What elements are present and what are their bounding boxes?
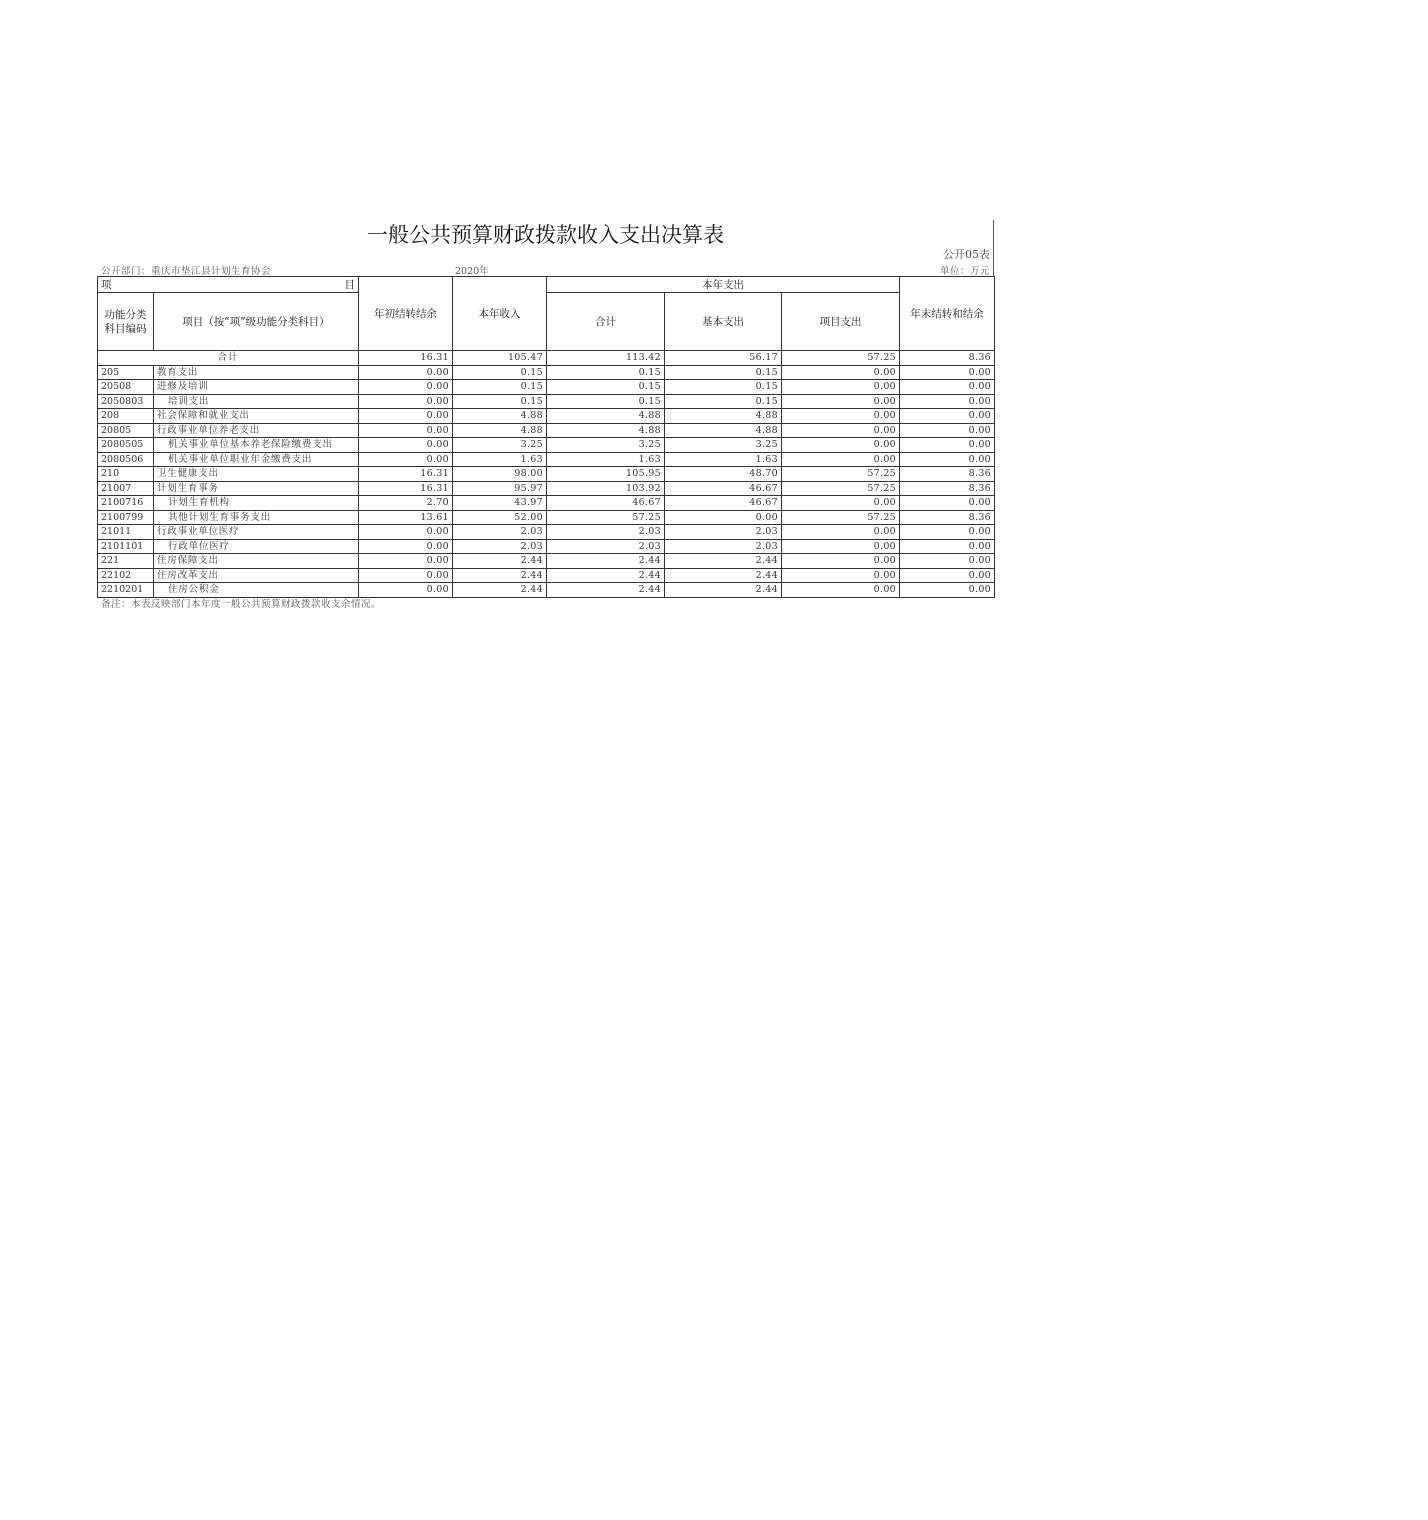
row-income: 2.44 [453, 583, 547, 598]
row-begin-balance: 13.61 [359, 510, 453, 525]
row-basic: 46.67 [665, 496, 782, 511]
row-end-balance: 0.00 [900, 525, 995, 540]
row-project: 0.00 [782, 409, 900, 424]
row-basic: 4.88 [665, 423, 782, 438]
row-expense-total: 57.25 [547, 510, 665, 525]
row-code: 21011 [98, 525, 154, 540]
header-project: 项目支出 [782, 293, 900, 351]
table-row [98, 554, 995, 569]
table-row [98, 496, 995, 511]
data-rows [98, 365, 995, 597]
row-expense-total: 103.92 [547, 481, 665, 496]
table-row [98, 539, 995, 554]
table-row [98, 380, 995, 395]
header-mu: 目 [344, 279, 355, 291]
row-project: 0.00 [782, 423, 900, 438]
year-label: 2020年 [455, 266, 489, 277]
row-end-balance: 0.00 [900, 554, 995, 569]
header-item-group [98, 277, 359, 293]
table-row [98, 525, 995, 540]
row-project: 57.25 [782, 481, 900, 496]
row-name: 计划生育机构 [154, 496, 359, 511]
row-code: 2080505 [98, 438, 154, 453]
row-begin-balance: 0.00 [359, 380, 453, 395]
row-end-balance: 0.00 [900, 438, 995, 453]
row-begin-balance: 0.00 [359, 452, 453, 467]
header-expense-total: 合计 [547, 293, 665, 351]
row-name: 卫生健康支出 [154, 467, 359, 482]
total-label: 合计 [98, 351, 359, 366]
row-income: 95.97 [453, 481, 547, 496]
row-begin-balance: 0.00 [359, 525, 453, 540]
row-begin-balance: 0.00 [359, 394, 453, 409]
row-project: 0.00 [782, 365, 900, 380]
row-end-balance: 0.00 [900, 539, 995, 554]
row-name: 机关事业单位职业年金缴费支出 [154, 452, 359, 467]
row-basic: 2.44 [665, 554, 782, 569]
row-project: 0.00 [782, 554, 900, 569]
row-code: 210 [98, 467, 154, 482]
row-basic: 0.15 [665, 380, 782, 395]
row-project: 0.00 [782, 525, 900, 540]
row-name: 机关事业单位基本养老保险缴费支出 [154, 438, 359, 453]
table-row [98, 467, 995, 482]
row-expense-total: 0.15 [547, 380, 665, 395]
row-code: 221 [98, 554, 154, 569]
total-end-balance: 8.36 [900, 351, 995, 366]
row-name: 培训支出 [154, 394, 359, 409]
header-expense-group: 本年支出 [547, 277, 900, 293]
row-begin-balance: 0.00 [359, 568, 453, 583]
table-row [98, 438, 995, 453]
header-xiang: 项 [101, 279, 112, 291]
row-basic: 2.44 [665, 568, 782, 583]
row-project: 57.25 [782, 510, 900, 525]
row-income: 52.00 [453, 510, 547, 525]
row-project: 0.00 [782, 438, 900, 453]
table-row [98, 452, 995, 467]
header-begin-balance: 年初结转结余 [359, 277, 453, 351]
row-begin-balance: 0.00 [359, 554, 453, 569]
total-basic: 56.17 [665, 351, 782, 366]
row-basic: 46.67 [665, 481, 782, 496]
header-basic: 基本支出 [665, 293, 782, 351]
row-expense-total: 46.67 [547, 496, 665, 511]
row-basic: 3.25 [665, 438, 782, 453]
row-income: 4.88 [453, 409, 547, 424]
row-income: 3.25 [453, 438, 547, 453]
row-begin-balance: 0.00 [359, 409, 453, 424]
table-row [98, 481, 995, 496]
row-code: 2050803 [98, 394, 154, 409]
row-name: 社会保障和就业支出 [154, 409, 359, 424]
row-begin-balance: 0.00 [359, 539, 453, 554]
row-expense-total: 2.03 [547, 525, 665, 540]
row-expense-total: 3.25 [547, 438, 665, 453]
row-expense-total: 1.63 [547, 452, 665, 467]
budget-table [97, 276, 995, 598]
row-end-balance: 8.36 [900, 467, 995, 482]
row-begin-balance: 0.00 [359, 423, 453, 438]
row-basic: 0.00 [665, 510, 782, 525]
header-item-name: 项目（按“项”级功能分类科目） [154, 293, 359, 351]
row-code: 22102 [98, 568, 154, 583]
row-basic: 2.44 [665, 583, 782, 598]
header-end-balance: 年末结转和结余 [900, 277, 995, 351]
row-code: 205 [98, 365, 154, 380]
department-label: 公开部门：重庆市垫江县计划生育协会 [101, 266, 272, 277]
row-income: 2.03 [453, 525, 547, 540]
table-row [98, 394, 995, 409]
row-end-balance: 0.00 [900, 409, 995, 424]
row-expense-total: 2.03 [547, 539, 665, 554]
table-row [98, 409, 995, 424]
row-code: 208 [98, 409, 154, 424]
row-expense-total: 0.15 [547, 365, 665, 380]
row-name: 计划生育事务 [154, 481, 359, 496]
row-name: 住房改革支出 [154, 568, 359, 583]
table-row [98, 583, 995, 598]
row-income: 2.44 [453, 568, 547, 583]
row-basic: 0.15 [665, 394, 782, 409]
row-basic: 1.63 [665, 452, 782, 467]
row-income: 4.88 [453, 423, 547, 438]
row-end-balance: 8.36 [900, 510, 995, 525]
table-row [98, 568, 995, 583]
row-begin-balance: 16.31 [359, 467, 453, 482]
row-end-balance: 0.00 [900, 496, 995, 511]
row-income: 1.63 [453, 452, 547, 467]
total-project: 57.25 [782, 351, 900, 366]
row-expense-total: 2.44 [547, 554, 665, 569]
row-name: 住房公积金 [154, 583, 359, 598]
row-name: 住房保障支出 [154, 554, 359, 569]
row-begin-balance: 0.00 [359, 365, 453, 380]
table-row [98, 510, 995, 525]
row-end-balance: 0.00 [900, 583, 995, 598]
row-expense-total: 2.44 [547, 583, 665, 598]
row-basic: 2.03 [665, 539, 782, 554]
table-row [98, 423, 995, 438]
row-code: 2101101 [98, 539, 154, 554]
row-name: 进修及培训 [154, 380, 359, 395]
row-begin-balance: 2.70 [359, 496, 453, 511]
row-end-balance: 8.36 [900, 481, 995, 496]
row-code: 21007 [98, 481, 154, 496]
row-end-balance: 0.00 [900, 394, 995, 409]
row-name: 行政单位医疗 [154, 539, 359, 554]
row-code: 2210201 [98, 583, 154, 598]
row-income: 0.15 [453, 394, 547, 409]
row-begin-balance: 0.00 [359, 438, 453, 453]
row-project: 0.00 [782, 394, 900, 409]
form-code: 公开05表 [943, 248, 990, 261]
row-code: 2080506 [98, 452, 154, 467]
row-income: 2.03 [453, 539, 547, 554]
table-row [98, 365, 995, 380]
row-end-balance: 0.00 [900, 452, 995, 467]
row-name: 行政事业单位养老支出 [154, 423, 359, 438]
footnote: 备注：本表反映部门本年度一般公共预算财政拨款收支余情况。 [101, 599, 382, 610]
row-code: 2100799 [98, 510, 154, 525]
row-end-balance: 0.00 [900, 568, 995, 583]
row-income: 98.00 [453, 467, 547, 482]
row-income: 2.44 [453, 554, 547, 569]
row-project: 0.00 [782, 496, 900, 511]
row-project: 57.25 [782, 467, 900, 482]
header-income: 本年收入 [453, 277, 547, 351]
row-name: 其他计划生育事务支出 [154, 510, 359, 525]
row-end-balance: 0.00 [900, 380, 995, 395]
row-basic: 0.15 [665, 365, 782, 380]
row-code: 2100716 [98, 496, 154, 511]
row-begin-balance: 16.31 [359, 481, 453, 496]
row-income: 43.97 [453, 496, 547, 511]
total-income: 105.47 [453, 351, 547, 366]
row-project: 0.00 [782, 583, 900, 598]
row-expense-total: 105.95 [547, 467, 665, 482]
row-expense-total: 4.88 [547, 423, 665, 438]
total-expense: 113.42 [547, 351, 665, 366]
report-title: 一般公共预算财政拨款收入支出决算表 [367, 223, 724, 247]
row-name: 行政事业单位医疗 [154, 525, 359, 540]
row-basic: 2.03 [665, 525, 782, 540]
row-code: 20508 [98, 380, 154, 395]
row-expense-total: 4.88 [547, 409, 665, 424]
row-end-balance: 0.00 [900, 423, 995, 438]
row-basic: 4.88 [665, 409, 782, 424]
row-project: 0.00 [782, 568, 900, 583]
row-code: 20805 [98, 423, 154, 438]
row-project: 0.00 [782, 380, 900, 395]
row-income: 0.15 [453, 380, 547, 395]
row-expense-total: 0.15 [547, 394, 665, 409]
row-begin-balance: 0.00 [359, 583, 453, 598]
unit-label: 单位：万元 [939, 266, 990, 277]
row-expense-total: 2.44 [547, 568, 665, 583]
row-project: 0.00 [782, 452, 900, 467]
total-begin-balance: 16.31 [359, 351, 453, 366]
row-end-balance: 0.00 [900, 365, 995, 380]
row-name: 教育支出 [154, 365, 359, 380]
row-income: 0.15 [453, 365, 547, 380]
header-code: 功能分类科目编码 [98, 293, 154, 351]
total-row [98, 351, 995, 366]
row-basic: 48.70 [665, 467, 782, 482]
row-project: 0.00 [782, 539, 900, 554]
